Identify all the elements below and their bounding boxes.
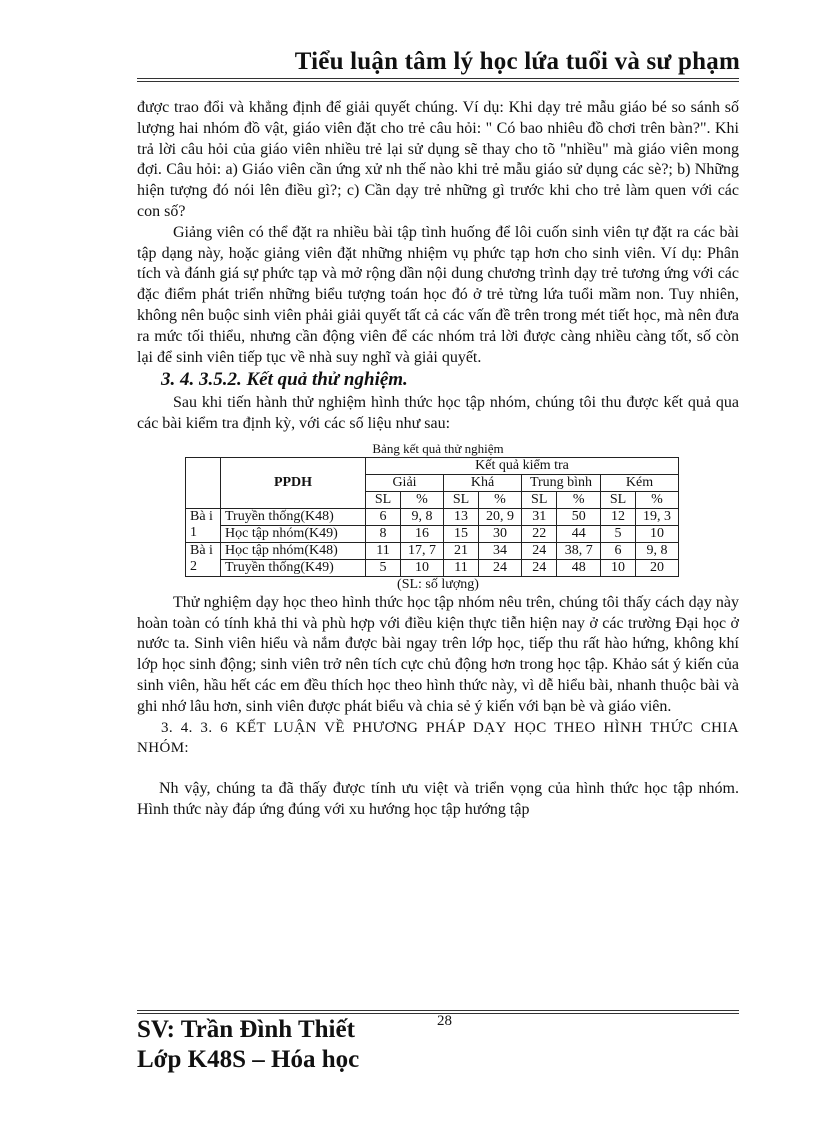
footer-student-name: SV: Trần Đình Thiết <box>137 1016 355 1043</box>
sub-header: % <box>557 491 601 508</box>
value-cell: 20 <box>636 559 679 576</box>
value-cell: 15 <box>444 525 479 542</box>
table-corner-cell <box>186 457 221 508</box>
value-cell: 24 <box>522 542 557 559</box>
value-cell: 5 <box>601 525 636 542</box>
grade-header: Kém <box>601 474 679 491</box>
value-cell: 6 <box>601 542 636 559</box>
value-cell: 11 <box>366 542 401 559</box>
method-cell: Truyền thống(K49) <box>221 559 366 576</box>
value-cell: 22 <box>522 525 557 542</box>
results-table-block <box>137 441 739 593</box>
value-cell: 44 <box>557 525 601 542</box>
table-header-row <box>186 457 679 474</box>
paragraph: Nh vậy, chúng ta đã thấy được tính ưu việt và triển vọng của hình thức học tập nhóm. Hình thức này đáp ứng đúng với xu hướng học tập hướng tập <box>137 780 739 818</box>
value-cell: 48 <box>557 559 601 576</box>
value-cell: 11 <box>444 559 479 576</box>
method-cell: Học tập nhóm(K49) <box>221 525 366 542</box>
results-table <box>185 457 679 577</box>
conclusion-heading: 3. 4. 3. 6 KẾT LUẬN VỀ PHƯƠNG PHÁP DẠY HỌC THEO HÌNH THỨC CHIA NHÓM: <box>137 719 739 757</box>
header-rule-bottom <box>137 81 739 82</box>
sub-header: SL <box>444 491 479 508</box>
value-cell: 34 <box>479 542 522 559</box>
sub-header: SL <box>522 491 557 508</box>
value-cell: 8 <box>366 525 401 542</box>
table-row <box>186 559 679 576</box>
value-cell: 16 <box>401 525 444 542</box>
value-cell: 30 <box>479 525 522 542</box>
value-cell: 50 <box>557 508 601 525</box>
value-cell: 20, 9 <box>479 508 522 525</box>
value-cell: 38, 7 <box>557 542 601 559</box>
value-cell: 21 <box>444 542 479 559</box>
footer-class-name: Lớp K48S – Hóa học <box>137 1046 360 1073</box>
method-cell: Truyền thống(K48) <box>221 508 366 525</box>
paragraph: Thử nghiệm dạy học theo hình thức học tập nhóm nêu trên, chúng tôi thấy cách dạy này hoàn toàn có tính khả thi và phù hợp với điều kiện thực tiễn hiện nay ở các trường Đại học ở nước ta. Sinh viên hiểu và nắm được bài ngay trên lớp học, tiếp thu rất hào hứng, không khí lớp học sinh động; sinh viên trở nên tích cực chủ động hơn trong học tập. Khảo sát ý kiến của sinh viên, hầu hết các em đều thích học theo hình thức này, vì dễ hiểu bài, nhanh thuộc bài và ghi nhớ lâu hơn, sinh viên được phát biểu và chia sẻ ý kiến với bạn bè và giáo viên. <box>137 593 739 715</box>
value-cell: 24 <box>522 559 557 576</box>
value-cell: 19, 3 <box>636 508 679 525</box>
sub-header: SL <box>366 491 401 508</box>
sub-header: SL <box>601 491 636 508</box>
value-cell: 6 <box>366 508 401 525</box>
paragraph: Giảng viên có thể đặt ra nhiều bài tập tình huống để lôi cuốn sinh viên tự đặt ra các bài tập dạng này, hoặc giảng viên đặt những nhiệm vụ phức tạp hơn cho sinh viên. Ví dụ: Phân tích và đánh giá sự phức tạp và mở rộng dần nội dung chương trình dạy trẻ tương ứng với các đặc điểm phát triển những biểu tượng toán học đó ở trẻ từng lứa tuổi mầm non. Tuy nhiên, không nên buộc sinh viên phải giải quyết tất cả các vấn đề trên trong mét tiết học, mà nên đưa ra mức tối thiểu, nhưng cần động viên để các nhóm trả lời được càng nhiều càng tốt, số còn lại để sinh viên tiếp tục về nhà suy nghĩ và giải quyết. <box>137 223 739 366</box>
sub-header: % <box>479 491 522 508</box>
sub-header: % <box>636 491 679 508</box>
page-number: 28 <box>437 1013 452 1029</box>
value-cell: 12 <box>601 508 636 525</box>
document-body <box>137 98 739 821</box>
value-cell: 9, 8 <box>636 542 679 559</box>
grade-header: Trung bình <box>522 474 601 491</box>
value-cell: 10 <box>601 559 636 576</box>
value-cell: 13 <box>444 508 479 525</box>
value-cell: 9, 8 <box>401 508 444 525</box>
test-label: Bà i 1 <box>186 508 221 542</box>
value-cell: 24 <box>479 559 522 576</box>
paragraph: Sau khi tiến hành thử nghiệm hình thức học tập nhóm, chúng tôi thu được kết quả qua các bài kiểm tra định kỳ, với các số liệu như sau: <box>137 394 739 432</box>
sub-header: % <box>401 491 444 508</box>
method-header: PPDH <box>221 457 366 508</box>
paragraph: được trao đổi và khẳng định để giải quyết chúng. Ví dụ: Khi dạy trẻ mẫu giáo bé so sánh số lượng hai nhóm đồ vật, giáo viên đặt cho trẻ câu hỏi: " Có bao nhiêu đồ chơi trên bàn?". Khi trả lời câu hỏi của giáo viên nhiều trẻ lại sử dụng sẽ thay cho tõ "nhiều" mà giáo viên mong đợi. Câu hỏi: a) Giáo viên cần ứng xử nh thế nào khi trẻ mẫu giáo sử dụng các sè?; b) Những hiện tượng đó nói lên điều gì?; c) Cần dạy trẻ những gì trước khi cho trẻ làm quen với các con số? <box>137 99 739 220</box>
test-label: Bà i 2 <box>186 542 221 576</box>
footer-rule-top <box>137 1010 739 1011</box>
table-row <box>186 542 679 559</box>
value-cell: 10 <box>401 559 444 576</box>
document-header-title: Tiểu luận tâm lý học lứa tuổi và sư phạm <box>294 48 740 75</box>
grade-header: Giải <box>366 474 444 491</box>
value-cell: 5 <box>366 559 401 576</box>
grade-header: Khá <box>444 474 522 491</box>
method-cell: Học tập nhóm(K48) <box>221 542 366 559</box>
results-header: Kết quả kiểm tra <box>366 457 679 474</box>
header-rule-top <box>137 78 739 79</box>
value-cell: 17, 7 <box>401 542 444 559</box>
table-row <box>186 508 679 525</box>
value-cell: 31 <box>522 508 557 525</box>
table-note: (SL: số lượng) <box>397 576 479 592</box>
section-heading: 3. 4. 3.5.2. Kết quả thử nghiệm. <box>161 369 408 391</box>
table-caption: Bảng kết quả thử nghiệm <box>372 440 504 456</box>
value-cell: 10 <box>636 525 679 542</box>
table-row <box>186 525 679 542</box>
